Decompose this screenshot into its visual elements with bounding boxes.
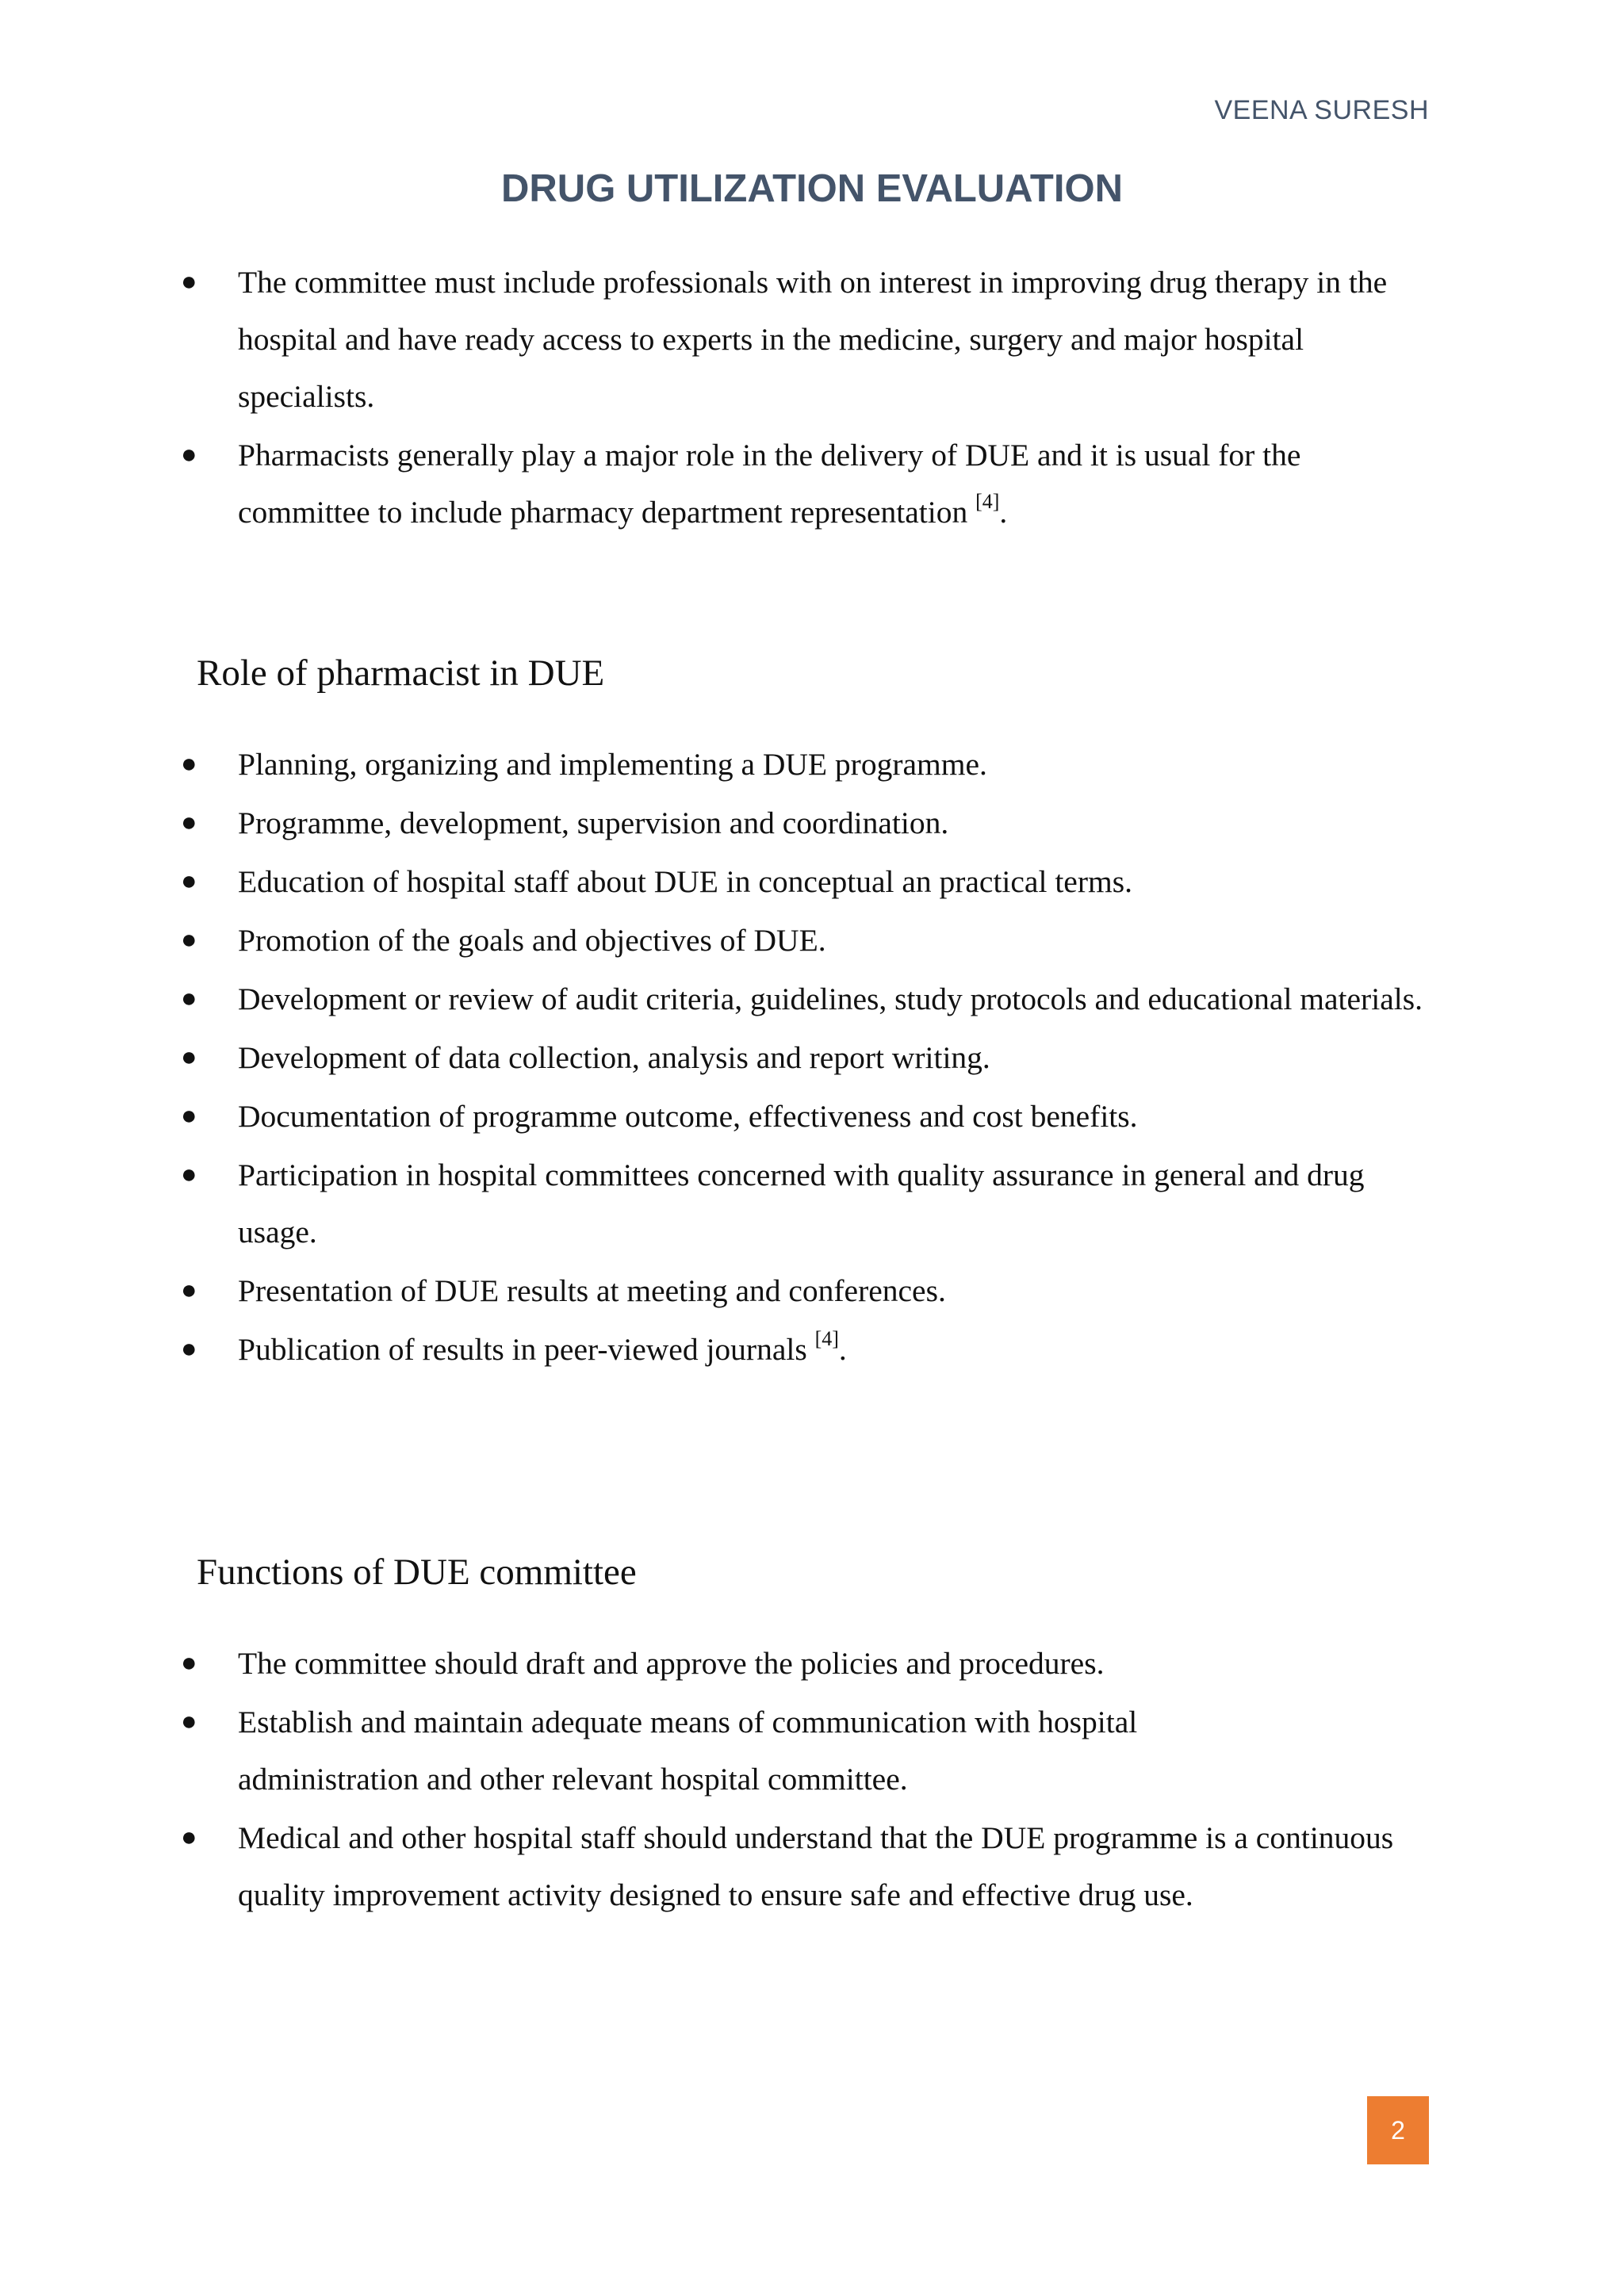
bullet-icon: ● [181,749,197,779]
list-item-text: Development or review of audit criteria, guidelines, study protocols and educational materials. [238,982,1423,1016]
bullet-icon: ● [181,1276,197,1305]
bullet-icon: ● [181,867,197,896]
section-heading-role: Role of pharmacist in DUE [197,652,605,694]
citation-ref: [4] [814,1327,839,1350]
list-item-text: Presentation of DUE results at meeting and conferences. [238,1273,946,1308]
bullet-icon: ● [181,1043,197,1072]
list-item-tail: . [838,1332,847,1367]
bullet-icon: ● [181,1334,197,1364]
list-item [181,1635,1427,1692]
list-item [181,427,1427,541]
bullet-icon: ● [181,1648,197,1678]
bullet-icon: ● [181,1101,197,1131]
list-item-text: Planning, organizing and implementing a DUE programme. [238,747,987,782]
list-item [181,1146,1427,1261]
list-item-text: Pharmacists generally play a major role in the delivery of DUE and it is usual for the committee to include pharmacy department representation [238,438,1301,530]
list-item [181,970,1427,1027]
list-item-text: The committee must include professionals with on interest in improving drug therapy in the hospital and have ready access to experts in the medicine, surgery and major hospital specialists. [238,265,1388,414]
bullet-icon: ● [181,808,197,837]
bullet-icon: ● [181,925,197,955]
list-item [181,1693,1427,1808]
list-item [181,1809,1427,1923]
page-number-badge [1367,2096,1429,2164]
page-title: DRUG UTILIZATION EVALUATION [501,167,1123,210]
intro-list [181,254,1427,542]
list-item-text: The committee should draft and approve the policies and procedures. [238,1646,1105,1681]
list-item [181,1029,1427,1086]
list-item-text: Participation in hospital committees concerned with quality assurance in general and drug usage. [238,1158,1365,1249]
page-number: 2 [1391,2115,1405,2145]
list-item [181,254,1427,425]
list-item [181,794,1427,851]
bullet-icon: ● [181,440,197,469]
list-item [181,736,1427,793]
list-item [181,1321,1427,1378]
role-list [181,736,1427,1380]
citation-ref: [4] [975,490,1000,513]
header-author: VEENA SURESH [1214,95,1429,125]
list-item-text: Medical and other hospital staff should understand that the DUE programme is a continuous quality improvement activity designed to ensure safe and effective drug use. [238,1820,1394,1912]
bullet-icon: ● [181,267,197,297]
list-item-text: Publication of results in peer-viewed journals [238,1332,815,1367]
list-item [181,1262,1427,1319]
list-item-text: Documentation of programme outcome, effectiveness and cost benefits. [238,1099,1138,1134]
list-item [181,912,1427,969]
bullet-icon: ● [181,1823,197,1852]
list-item-text: Establish and maintain adequate means of communication with hospital administration and other relevant hospital committee. [238,1705,1138,1797]
list-item-tail: . [999,495,1008,530]
bullet-icon: ● [181,1160,197,1189]
section-heading-functions: Functions of DUE committee [197,1552,637,1593]
functions-list [181,1635,1427,1925]
bullet-icon: ● [181,1707,197,1736]
list-item [181,853,1427,910]
list-item-text: Promotion of the goals and objectives of DUE. [238,923,826,958]
list-item-text: Education of hospital staff about DUE in conceptual an practical terms. [238,864,1132,899]
bullet-icon: ● [181,984,197,1013]
list-item [181,1088,1427,1145]
list-item-text: Programme, development, supervision and coordination. [238,806,949,840]
list-item-text: Development of data collection, analysis and report writing. [238,1040,990,1075]
